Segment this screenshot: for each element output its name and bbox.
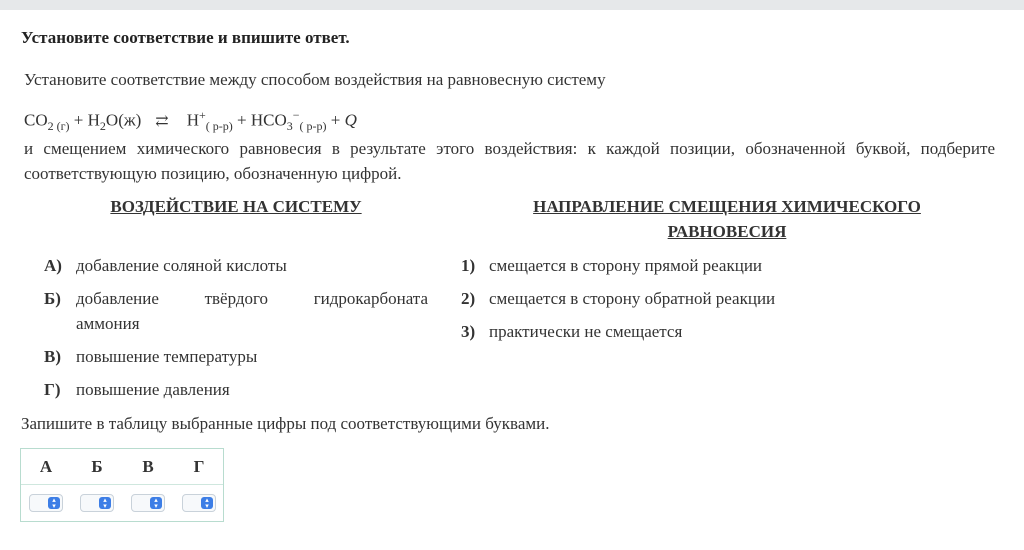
reaction-equation: $CO_2$ $_{(г)} + H_2O(ж)$ ⇄ $H^+_{( р-р)} + HCO_3^-_{( р-р)} + Q$ (24, 108, 357, 134)
answer-key: 2) (461, 289, 476, 308)
updown-chevron-icon: ▴ ▾ (150, 497, 162, 509)
answer-text: смещается в сторону прямой реакции (489, 256, 763, 275)
select-b[interactable] (80, 494, 114, 512)
answer-text: практически не смещается (489, 322, 683, 341)
option-text: добавление соляной кислоты (76, 256, 287, 275)
updown-chevron-icon: ▴ ▾ (48, 497, 60, 509)
option-text: повышение давления (76, 380, 230, 399)
option-key: Г) (44, 380, 61, 399)
table-divider (21, 484, 223, 485)
option-text-line2: аммония (76, 314, 140, 333)
select-a[interactable] (29, 494, 63, 512)
updown-chevron-icon: ▴ ▾ (201, 497, 213, 509)
right-heading-line1: НАПРАВЛЕНИЕ СМЕЩЕНИЯ ХИМИЧЕСКОГО (533, 197, 921, 216)
header-b: Б (91, 457, 103, 476)
select-v[interactable] (131, 494, 165, 512)
option-text: повышение температуры (76, 347, 258, 366)
instruction: Запишите в таблицу выбранные цифры под соответствующими буквами. (21, 414, 550, 433)
task-paragraph: и смещением химического равновесия в результате этого воздействия: к каждой позиции, обозначенной буквой, подберите соответствующую позицию, обозначенную цифрой. (24, 139, 995, 183)
header-v: В (142, 457, 154, 476)
task-intro: Установите соответствие между способом воздействия на равновесную систему (24, 70, 606, 89)
header-g: Г (193, 457, 205, 476)
option-key: А) (44, 256, 62, 275)
task-title: Установите соответствие и впишите ответ. (21, 28, 350, 47)
equilibrium-arrows: ⇄ (155, 112, 169, 130)
answer-table-header (21, 449, 223, 484)
answer-key: 1) (461, 256, 476, 275)
answer-text: смещается в сторону обратной реакции (489, 289, 776, 308)
right-heading-line2: РАВНОВЕСИЯ (667, 222, 787, 241)
top-bar (0, 0, 1024, 10)
right-column-heading (477, 194, 977, 244)
answer-key: 3) (461, 322, 476, 341)
option-key: Б) (44, 289, 61, 308)
option-key: В) (44, 347, 61, 366)
header-a: А (39, 457, 53, 476)
left-column-heading: ВОЗДЕЙСТВИЕ НА СИСТЕМУ (110, 197, 362, 216)
select-g[interactable] (182, 494, 216, 512)
answer-table (20, 448, 224, 522)
option-text-line1: добавление твёрдого гидрокарбоната (76, 289, 428, 308)
updown-chevron-icon: ▴ ▾ (99, 497, 111, 509)
